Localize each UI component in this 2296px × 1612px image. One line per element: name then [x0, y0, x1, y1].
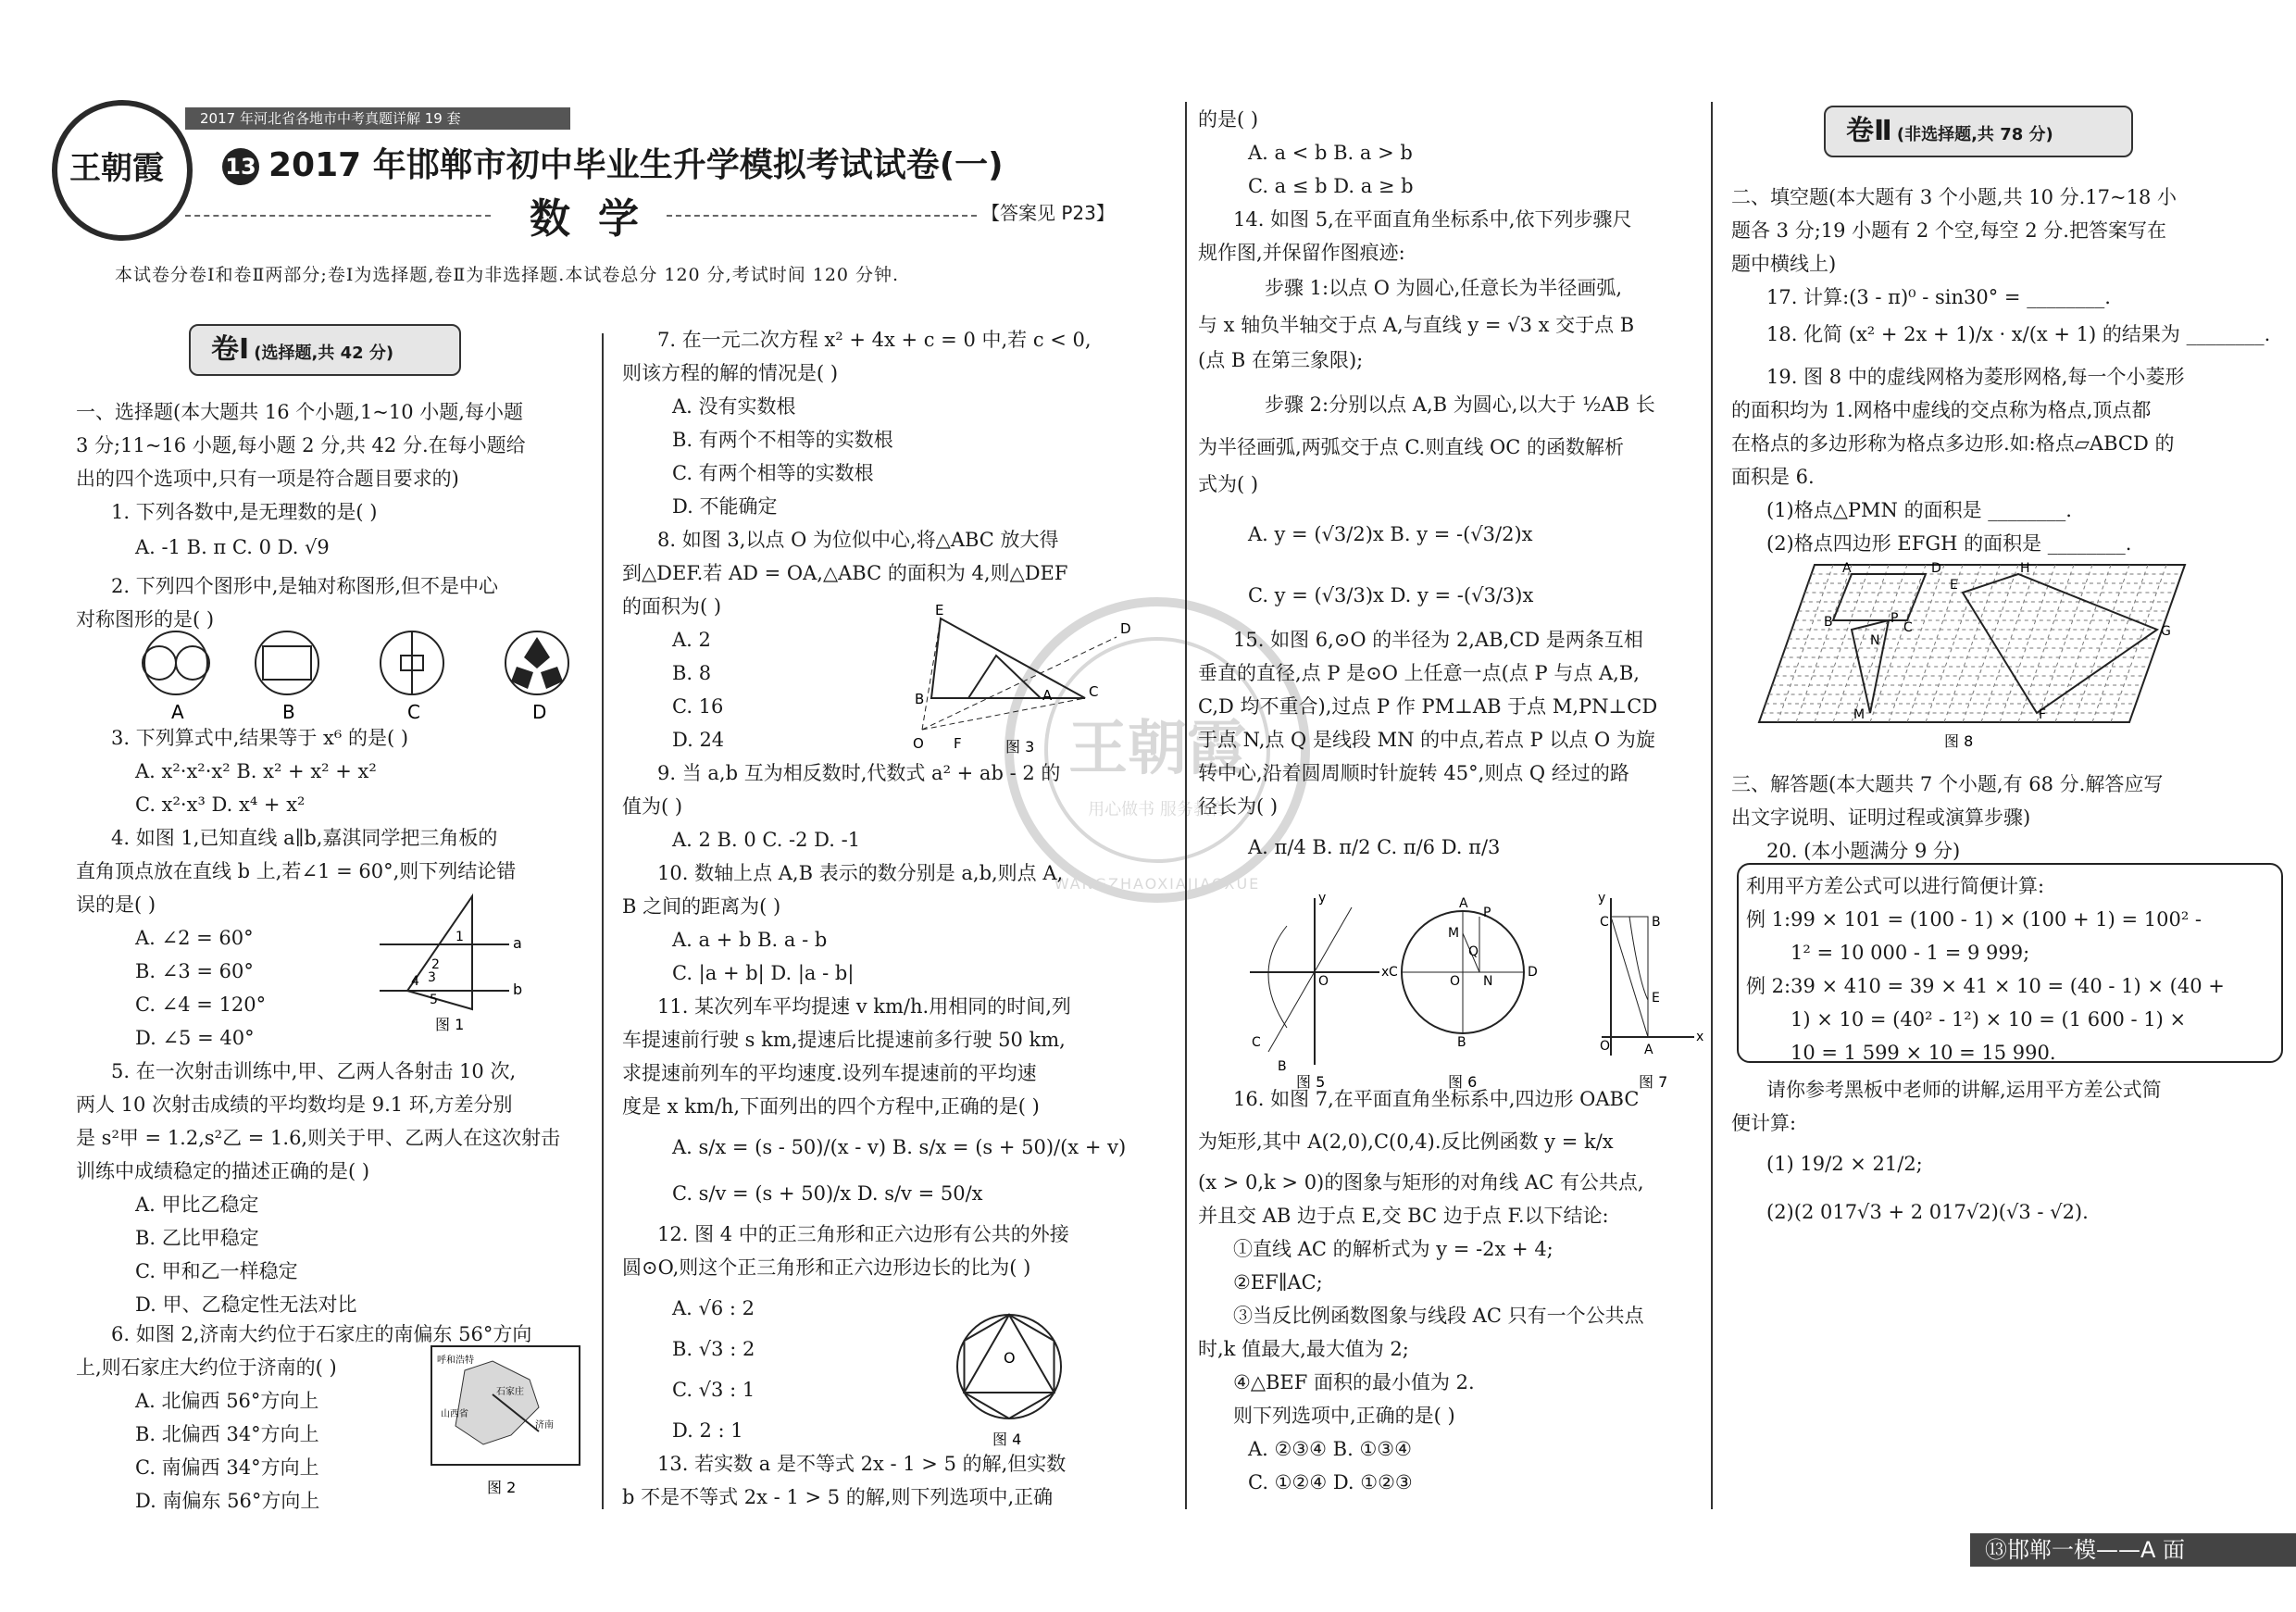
text-line: 为半径画弧,两弧交于点 C.则直线 OC 的函数解析	[1198, 436, 1624, 458]
text-line: A. 没有实数根	[672, 395, 796, 418]
paper1-badge-label: 卷Ⅰ	[211, 333, 250, 366]
text-line: 出文字说明、证明过程或演算步骤)	[1731, 806, 2031, 829]
figure-2-map	[428, 1343, 585, 1500]
text-line: A. y = (√3/2)x B. y = -(√3/2)x	[1248, 523, 1533, 545]
text-line: 4. 如图 1,已知直线 a∥b,嘉淇同学把三角板的	[111, 827, 498, 849]
svg-text:A: A	[1842, 561, 1852, 576]
text-line: 10. 数轴上点 A,B 表示的数分别是 a,b,则点 A,	[657, 862, 1064, 884]
text-line: 20. (本小题满分 9 分)	[1766, 840, 1961, 862]
text-line: 一、选择题(本大题共 16 个小题,1~10 小题,每小题	[76, 401, 523, 423]
text-line: D. 不能确定	[672, 495, 778, 518]
text-line: 到△DEF.若 AD = OA,△ABC 的面积为 4,则△DEF	[622, 562, 1068, 584]
figures-5-6-7	[1231, 889, 1713, 1093]
figure-7-caption: 图 7	[1639, 1073, 1668, 1091]
q2-figure-c	[381, 631, 443, 694]
text-line: 在格点的多边形称为格点多边形.如:格点▱ABCD 的	[1731, 432, 2175, 455]
text-line: 则该方程的解的情况是( )	[622, 362, 839, 384]
text-line: 13. 若实数 a 是不等式 2x - 1 > 5 的解,但实数	[657, 1453, 1067, 1475]
subject-heading: 数学	[530, 195, 667, 243]
svg-text:5: 5	[430, 993, 438, 1007]
text-line: ②EF∥AC;	[1233, 1271, 1323, 1293]
q2-label-c: C	[407, 701, 420, 723]
text-line: B. ∠3 = 60°	[135, 960, 254, 982]
text-line: 并且交 AB 边于点 E,交 BC 边于点 F.以下结论:	[1198, 1205, 1609, 1227]
text-line: ③当反比例函数图象与线段 AC 只有一个公共点	[1233, 1305, 1644, 1327]
text-line: A. 2	[672, 629, 711, 651]
q2-label-d: D	[532, 701, 547, 723]
figure-2-label-jinan: 济南	[535, 1420, 554, 1431]
svg-text:O: O	[913, 735, 924, 752]
svg-text:2: 2	[431, 957, 440, 972]
text-line: D. ∠5 = 40°	[135, 1027, 255, 1049]
text-line: 12. 图 4 中的正三角形和正六边形有公共的外接	[657, 1223, 1069, 1245]
figure-3	[913, 600, 1135, 757]
text-line: C. a ≤ b D. a ≥ b	[1248, 175, 1414, 197]
text-line: B. 8	[672, 662, 712, 684]
text-line: 的是( )	[1198, 108, 1259, 131]
svg-text:3: 3	[428, 970, 436, 985]
text-line: 是 s²甲 = 1.2,s²乙 = 1.6,则关于甲、乙两人在这次射击	[76, 1127, 561, 1149]
text-line: 规作图,并保留作图痕迹:	[1198, 242, 1405, 264]
svg-text:C: C	[1389, 965, 1398, 980]
text-line: B 之间的距离为( )	[622, 895, 781, 918]
text-line: 2. 下列四个图形中,是轴对称图形,但不是中心	[111, 575, 499, 597]
svg-text:P: P	[1483, 906, 1491, 920]
svg-text:E: E	[935, 602, 944, 619]
text-line: 8. 如图 3,以点 O 为位似中心,将△ABC 放大得	[657, 529, 1059, 551]
grid-line	[2055, 565, 2111, 722]
text-line: ④△BEF 面积的最小值为 2.	[1233, 1371, 1475, 1393]
text-line: 圆⊙O,则这个正三角形和正六边形边长的比为( )	[622, 1256, 1031, 1279]
svg-text:B: B	[1652, 915, 1661, 930]
svg-text:P: P	[1890, 611, 1899, 626]
text-line: B. 乙比甲稳定	[135, 1227, 259, 1249]
figure-2-label-huhehaote: 呼和浩特	[437, 1356, 474, 1366]
text-line: 19. 图 8 中的虚线网格为菱形网格,每一个小菱形	[1766, 366, 2185, 388]
figure-4	[944, 1306, 1074, 1454]
svg-text:G: G	[2161, 624, 2171, 639]
text-line: 15. 如图 6,⊙O 的半径为 2,AB,CD 是两条互相	[1233, 629, 1643, 651]
grid-line	[1963, 565, 2018, 722]
header-rule-left	[185, 215, 491, 217]
svg-text:y: y	[1318, 891, 1327, 906]
text-line: 例 2:39 × 410 = 39 × 41 × 10 = (40 - 1) × (40 +	[1746, 975, 2225, 997]
text-line: (1) 19/2 × 21/2;	[1766, 1153, 1923, 1175]
svg-text:B: B	[1457, 1035, 1466, 1050]
svg-text:M: M	[1853, 707, 1866, 722]
figure-8-caption: 图 8	[1944, 732, 1974, 750]
text-line: 请你参考黑板中老师的讲解,运用平方差公式简	[1766, 1079, 2162, 1101]
grid-line	[1833, 565, 1889, 722]
text-line: 利用平方差公式可以进行简便计算:	[1746, 875, 2045, 897]
svg-text:C: C	[1089, 683, 1099, 700]
figure-7	[1598, 891, 1703, 1091]
svg-text:F: F	[954, 735, 962, 752]
text-line: 题中横线上)	[1731, 253, 1837, 275]
svg-text:C: C	[1252, 1035, 1261, 1050]
text-line: 对称图形的是( )	[76, 608, 215, 631]
svg-text:D: D	[1120, 620, 1131, 637]
text-line: 面积是 6.	[1731, 466, 1815, 488]
text-line: 16. 如图 7,在平面直角坐标系中,四边形 OABC	[1233, 1088, 1640, 1110]
text-line: 的面积均为 1.网格中虚线的交点称为格点,顶点都	[1731, 399, 2152, 421]
svg-text:D: D	[1528, 965, 1538, 980]
q2-figure-a	[143, 631, 209, 694]
text-line: B. 有两个不相等的实数根	[672, 429, 893, 451]
text-line: 例 1:99 × 101 = (100 - 1) × (100 + 1) = 100² -	[1746, 908, 2202, 931]
exam-number-badge: 13	[222, 148, 259, 185]
text-line: B. 北偏西 34°方向上	[135, 1423, 319, 1445]
text-line: A. 2 B. 0 C. -2 D. -1	[672, 829, 861, 851]
text-line: 出的四个选项中,只有一项是符合题目要求的)	[76, 468, 459, 490]
text-line: 题各 3 分;19 小题有 2 个空,每空 2 分.把答案写在	[1731, 219, 2166, 242]
text-line: 训练中成绩稳定的描述正确的是( )	[76, 1160, 370, 1182]
text-line: 与 x 轴负半轴交于点 A,与直线 y = √3 x 交于点 B	[1198, 314, 1635, 336]
figure-6-caption: 图 6	[1448, 1073, 1478, 1091]
text-line: C. x²·x³ D. x⁴ + x²	[135, 794, 306, 816]
text-line: A. √6 : 2	[672, 1297, 755, 1319]
text-line: D. 24	[672, 729, 725, 751]
text-line: 为矩形,其中 A(2,0),C(0,4).反比例函数 y = k/x	[1198, 1131, 1614, 1153]
text-line: 垂直的直径,点 P 是⊙O 上任意一点(点 P 与点 A,B,	[1198, 662, 1640, 684]
text-line: (1)格点△PMN 的面积是 ________.	[1766, 499, 2072, 521]
figure-6	[1389, 896, 1538, 1091]
header-rule-right	[667, 215, 977, 217]
text-line: 于点 N,点 Q 是线段 MN 的中点,若点 P 以点 O 为旋	[1198, 729, 1655, 751]
svg-text:O: O	[1600, 1039, 1611, 1054]
text-line: 5. 在一次射击训练中,甲、乙两人各射击 10 次,	[111, 1060, 517, 1082]
paper1-badge	[189, 324, 461, 376]
svg-text:M: M	[1448, 926, 1460, 941]
text-line: 式为( )	[1198, 473, 1259, 495]
text-line: C. 南偏西 34°方向上	[135, 1456, 319, 1479]
svg-text:B: B	[1824, 615, 1833, 630]
text-line: 1) × 10 = (40² - 1²) × 10 = (1 600 - 1) ×	[1791, 1008, 2187, 1031]
svg-text:C: C	[1903, 620, 1913, 635]
figure-3-caption: 图 3	[1005, 738, 1035, 756]
text-line: C. 有两个相等的实数根	[672, 462, 874, 484]
text-line: A. π/4 B. π/2 C. π/6 D. π/3	[1248, 836, 1501, 858]
column-divider-1	[602, 333, 604, 1509]
text-line: C. √3 : 1	[672, 1379, 755, 1401]
grid-line	[2092, 565, 2148, 722]
text-line: 9. 当 a,b 互为相反数时,代数式 a² + ab - 2 的	[657, 762, 1061, 784]
svg-text:O: O	[1318, 974, 1329, 989]
text-line: A. x²·x²·x² B. x² + x² + x²	[135, 760, 377, 782]
logo-text: 王朝霞	[69, 150, 164, 187]
figure-5	[1250, 891, 1389, 1091]
paper1-badge-note: (选择题,共 42 分)	[254, 344, 394, 363]
text-line: 1. 下列各数中,是无理数的是( )	[111, 501, 378, 523]
svg-text:H: H	[2020, 561, 2030, 576]
text-line: 上,则石家庄大约位于济南的( )	[76, 1356, 337, 1379]
page-footer: ⑬邯郸一模——A 面	[1970, 1533, 2296, 1567]
q2-figures	[120, 626, 583, 737]
grid-line	[1815, 565, 1870, 722]
answer-reference: 【答案见 P23】	[981, 202, 1115, 224]
text-line: 3. 下列算式中,结果等于 x⁶ 的是( )	[111, 727, 409, 749]
q2-label-a: A	[171, 701, 184, 723]
svg-text:N: N	[1870, 633, 1880, 648]
text-line: 便计算:	[1731, 1112, 1797, 1134]
text-line: C. 16	[672, 695, 724, 718]
text-line: 直角顶点放在直线 b 上,若∠1 = 60°,则下列结论错	[76, 860, 517, 882]
text-line: C. 甲和乙一样稳定	[135, 1260, 298, 1282]
text-line: 车提速前行驶 s km,提速后比提速前多行驶 50 km,	[622, 1029, 1066, 1051]
text-line: A. 甲比乙稳定	[135, 1193, 259, 1216]
text-line: A. ∠2 = 60°	[135, 927, 254, 949]
grid-line	[1889, 565, 1944, 722]
text-line: A. -1 B. π C. 0 D. √9	[135, 536, 330, 558]
text-line: A. 北偏西 56°方向上	[135, 1390, 319, 1412]
svg-text:N: N	[1483, 974, 1493, 989]
q2-label-b: B	[282, 701, 295, 723]
svg-text:D: D	[1931, 561, 1941, 576]
text-line: 18. 化简 (x² + 2x + 1)/x · x/(x + 1) 的结果为 ________.	[1766, 323, 2271, 345]
q2-figure-d	[505, 631, 568, 694]
text-line: 步骤 1:以点 O 为圆心,任意长为半径画弧,	[1265, 277, 1623, 299]
text-line: C. |a + b| D. |a - b|	[672, 962, 855, 984]
series-strip: 2017 年河北省各地市中考真题详解 19 套	[185, 107, 570, 130]
text-line: C. y = (√3/3)x D. y = -(√3/3)x	[1248, 584, 1534, 606]
svg-text:B: B	[1278, 1059, 1287, 1074]
watermark-pinyin: WANGZHAOXIAJIAOXUE	[1054, 875, 1261, 893]
svg-text:E: E	[1950, 578, 1958, 593]
figure-1	[370, 889, 537, 1037]
text-line: 的面积为( )	[622, 595, 722, 618]
text-line: 11. 某次列车平均提速 v km/h.用相同的时间,列	[657, 995, 1071, 1018]
text-line: (2)格点四边形 EFGH 的面积是 ________.	[1766, 532, 2132, 555]
text-line: 17. 计算:(3 - π)⁰ - sin30° = ________.	[1766, 286, 2111, 308]
svg-text:O: O	[1450, 974, 1461, 989]
grid-line	[1796, 565, 1852, 722]
text-line: D. 甲、乙稳定性无法对比	[135, 1293, 357, 1316]
figure-4-caption: 图 4	[992, 1431, 1022, 1448]
text-line: 三、解答题(本大题共 7 个小题,有 68 分.解答应写	[1731, 773, 2164, 795]
text-line: 7. 在一元二次方程 x² + 4x + c = 0 中,若 c < 0,	[657, 329, 1092, 351]
paper2-badge-label: 卷Ⅱ	[1846, 115, 1892, 147]
text-line: 误的是( )	[76, 893, 156, 916]
svg-text:4: 4	[411, 974, 419, 989]
publisher-logo	[52, 100, 193, 241]
text-line: B. √3 : 2	[672, 1338, 755, 1360]
svg-text:E: E	[1652, 991, 1660, 1006]
text-line: 3 分;11~16 小题,每小题 2 分,共 42 分.在每小题给	[76, 434, 526, 456]
svg-text:y: y	[1598, 891, 1606, 906]
text-line: 时,k 值最大,最大值为 2;	[1198, 1338, 1409, 1360]
figure-2-caption: 图 2	[487, 1479, 517, 1496]
text-line: 度是 x km/h,下面列出的四个方程中,正确的是( )	[622, 1095, 1040, 1118]
text-line: 值为( )	[622, 795, 683, 818]
text-line: A. a < b B. a > b	[1248, 142, 1413, 164]
text-line: (2)(2 017√3 + 2 017√2)(√3 - √2).	[1766, 1201, 2089, 1223]
text-line: C. ①②④ D. ①②③	[1248, 1471, 1413, 1493]
text-line: 二、填空题(本大题有 3 个小题,共 10 分.17~18 小	[1731, 186, 2177, 208]
svg-text:x: x	[1696, 1030, 1704, 1044]
svg-text:B: B	[915, 691, 925, 707]
text-line: C. ∠4 = 120°	[135, 993, 267, 1016]
svg-text:A: A	[1042, 687, 1053, 704]
svg-text:C: C	[1600, 915, 1609, 930]
text-line: 转中心,沿着圆周顺时针旋转 45°,则点 Q 经过的路	[1198, 762, 1629, 784]
text-line: 6. 如图 2,济南大约位于石家庄的南偏东 56°方向	[111, 1323, 532, 1345]
text-line: 步骤 2:分别以点 A,B 为圆心,以大于 ½AB 长	[1265, 394, 1655, 416]
paper2-badge	[1824, 106, 2133, 157]
svg-text:F: F	[2039, 707, 2047, 722]
svg-text:x: x	[1381, 965, 1390, 980]
text-line: A. a + b B. a - b	[672, 929, 828, 951]
svg-text:1: 1	[455, 930, 464, 944]
svg-text:Q: Q	[1468, 944, 1479, 959]
title-text: 2017 年邯郸市初中毕业生升学模拟考试试卷(一)	[268, 146, 1004, 184]
text-line: 求提速前列车的平均速度.设列车提速前的平均速	[622, 1062, 1037, 1084]
column-divider-3	[1711, 102, 1713, 1509]
figure-2-label-shanxi: 山西省	[441, 1409, 468, 1419]
watermark-text: 王朝霞	[1068, 715, 1246, 783]
text-line: D. 南偏东 56°方向上	[135, 1490, 320, 1512]
svg-text:O: O	[1004, 1349, 1016, 1367]
exam-intro: 本试卷分卷Ⅰ和卷Ⅱ两部分;卷Ⅰ为选择题,卷Ⅱ为非选择题.本试卷总分 120 分,考试时间 120 分钟.	[115, 265, 900, 285]
text-line: C. s/v = (s + 50)/x D. s/v = 50/x	[672, 1182, 983, 1205]
q2-figure-b	[256, 631, 318, 694]
text-line: (x > 0,k > 0)的图象与矩形的对角线 AC 有公共点,	[1198, 1171, 1644, 1193]
text-line: (点 B 在第三象限);	[1198, 349, 1364, 371]
svg-text:b: b	[513, 981, 523, 998]
svg-text:A: A	[1459, 896, 1468, 911]
grid-line	[2018, 565, 2074, 722]
text-line: 径长为( )	[1198, 795, 1279, 818]
text-line: 两人 10 次射击成绩的平均数均是 9.1 环,方差分别	[76, 1093, 513, 1116]
grid-line	[2074, 565, 2129, 722]
text-line: A. s/x = (s - 50)/(x - v) B. s/x = (s + 50)/(x + v)	[672, 1136, 1127, 1158]
grid-line	[2037, 565, 2092, 722]
text-line: C,D 均不重合),过点 P 作 PM⊥AB 于点 M,PN⊥CD	[1198, 695, 1658, 718]
figure-8-grid	[1741, 556, 2203, 750]
text-line: 1² = 10 000 - 1 = 9 999;	[1791, 942, 2030, 964]
column-divider-2	[1185, 102, 1187, 1509]
figure-1-caption: 图 1	[435, 1016, 465, 1033]
svg-text:A: A	[1644, 1043, 1653, 1057]
text-line: D. 2 : 1	[672, 1419, 743, 1442]
watermark-slogan: 用心做书 服务教育	[1088, 800, 1227, 819]
page-title	[222, 139, 1004, 186]
text-line: 则下列选项中,正确的是( )	[1233, 1405, 1455, 1427]
svg-text:a: a	[513, 934, 522, 952]
text-line: 10 = 1 599 × 10 = 15 990.	[1791, 1042, 2056, 1064]
text-line: b 不是不等式 2x - 1 > 5 的解,则下列选项中,正确	[622, 1486, 1054, 1508]
text-line: 14. 如图 5,在平面直角坐标系中,依下列步骤尺	[1233, 208, 1632, 231]
figure-2-label-shijiazhuang: 石家庄	[496, 1387, 524, 1397]
figure-5-caption: 图 5	[1296, 1073, 1326, 1091]
paper2-badge-note: (非选择题,共 78 分)	[1896, 125, 2053, 144]
text-line: ①直线 AC 的解析式为 y = -2x + 4;	[1233, 1238, 1554, 1260]
text-line: A. ②③④ B. ①③④	[1248, 1438, 1412, 1460]
